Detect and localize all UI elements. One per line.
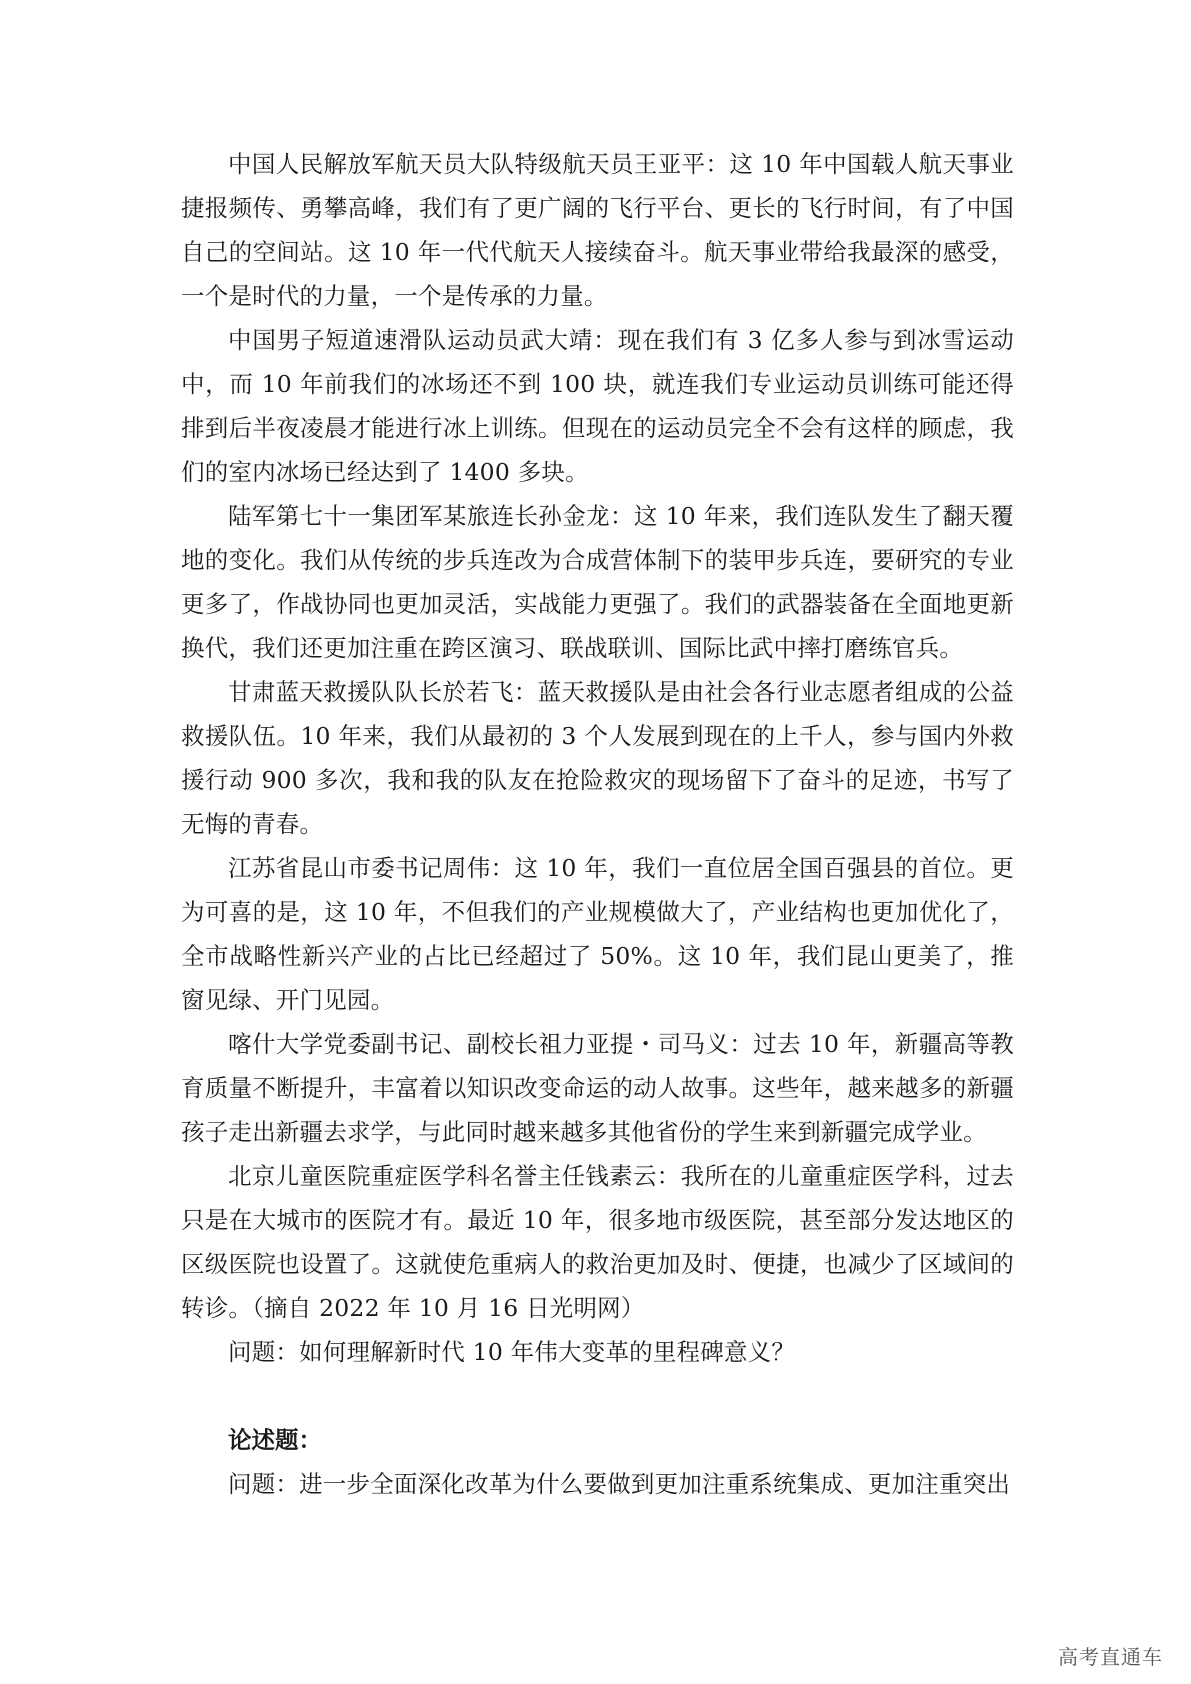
paragraph-zhou-wei: 江苏省昆山市委书记周伟：这 10 年，我们一直位居全国百强县的首位。更为可喜的是，这 10 年，不但我们的产业规模做大了，产业结构也更加优化了，全市战略性新兴产业的占比已经超过了 50%。这 10 年，我们昆山更美了，推窗见绿、开门见园。 [181, 854, 1014, 1014]
paragraph-sun-jinlong: 陆军第七十一集团军某旅连长孙金龙：这 10 年来，我们连队发生了翻天覆地的变化。我们从传统的步兵连改为合成营体制下的装甲步兵连，要研究的专业更多了，作战协同也更加灵活，实战能力更强了。我们的武器装备在全面地更新换代，我们还更加注重在跨区演习、联战联训、国际比武中摔打磨练官兵。 [181, 502, 1014, 662]
watermark-text: 高考直通车 [1058, 1645, 1163, 1669]
document-body [181, 142, 1014, 1506]
section-question: 问题：进一步全面深化改革为什么要做到更加注重系统集成、更加注重突出 [228, 1470, 1011, 1498]
paragraph-zuliyati: 喀什大学党委副书记、副校长祖力亚提・司马义：过去 10 年，新疆高等教育质量不断提升，丰富着以知识改变命运的动人故事。这些年，越来越多的新疆孩子走出新疆去求学，与此同时越来越多其他省份的学生来到新疆完成学业。 [181, 1030, 1014, 1146]
paragraph-wu-dajing: 中国男子短道速滑队运动员武大靖：现在我们有 3 亿多人参与到冰雪运动中，而 10 年前我们的冰场还不到 100 块，就连我们专业运动员训练可能还得排到后半夜凌晨才能进行冰上训练。但现在的运动员完全不会有这样的顾虑，我们的室内冰场已经达到了 1400 多块。 [181, 326, 1014, 486]
section-spacer [181, 1374, 1014, 1418]
paragraph-wang-yaping: 中国人民解放军航天员大队特级航天员王亚平：这 10 年中国载人航天事业捷报频传、勇攀高峰，我们有了更广阔的飞行平台、更长的飞行时间，有了中国自己的空间站。这 10 年一代代航天人接续奋斗。航天事业带给我最深的感受，一个是时代的力量，一个是传承的力量。 [181, 150, 1014, 310]
paragraph-qian-suyun: 北京儿童医院重症医学科名誉主任钱素云：我所在的儿童重症医学科，过去只是在大城市的医院才有。最近 10 年，很多地市级医院，甚至部分发达地区的区级医院也设置了。这就使危重病人的救治更加及时、便捷，也减少了区域间的转诊。（摘自 2022 年 10 月 16 日光明网） [181, 1162, 1014, 1322]
section-heading: 论述题： [228, 1426, 322, 1454]
question-text: 问题：如何理解新时代 10 年伟大变革的里程碑意义？ [228, 1338, 796, 1366]
paragraph-yu-ruofei: 甘肃蓝天救援队队长於若飞：蓝天救援队是由社会各行业志愿者组成的公益救援队伍。10 年来，我们从最初的 3 个人发展到现在的上千人，参与国内外救援行动 900 多次，我和我的队友在抢险救灾的现场留下了奋斗的足迹，书写了无悔的青春。 [181, 678, 1014, 838]
